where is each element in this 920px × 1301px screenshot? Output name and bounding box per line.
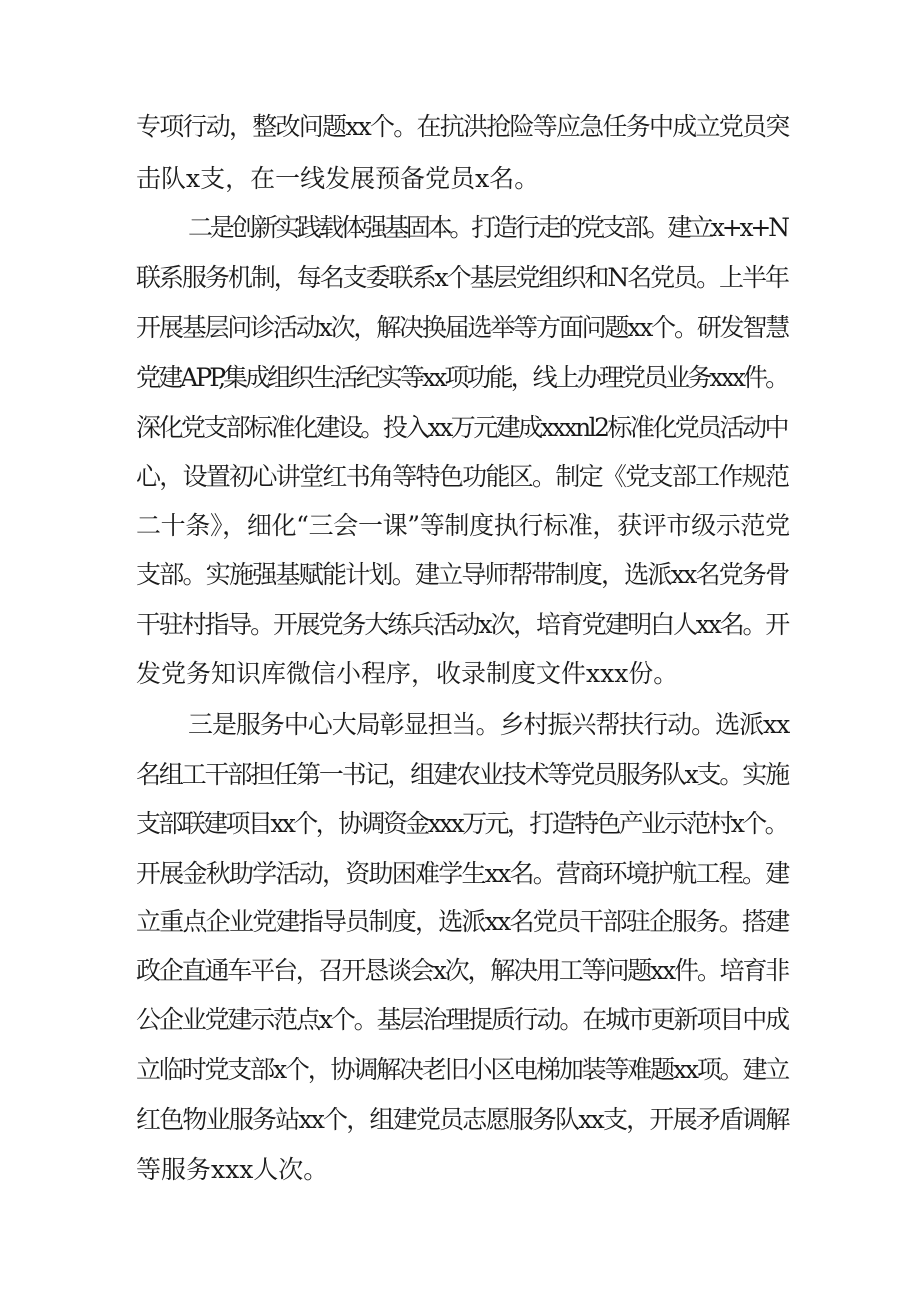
text-line-12: 发党务知识库微信小程序，收录制度文件xxx份。 xyxy=(136,659,679,688)
text-line-13: 三是服务中心大局彰显担当。乡村振兴帮扶行动。选派xx xyxy=(188,710,790,739)
text-line-16: 开展金秋助学活动，资助困难学生xx名。营商环境护航工程。建 xyxy=(136,859,789,888)
text-line-6: 党建APP,集成组织生活纪实等xx项功能，线上办理党员业务xxx件。 xyxy=(136,363,788,392)
text-line-21: 红色物业服务站xx个，组建党员志愿服务队xx支，开展矛盾调解 xyxy=(136,1105,789,1134)
text-line-10: 支部。实施强基赋能计划。建立导师帮带制度，选派xx名党务骨 xyxy=(136,560,789,589)
text-line-18: 政企直通车平台，召开恳谈会x次，解决用工等问题xx件。培育非 xyxy=(136,956,789,985)
text-line-17: 立重点企业党建指导员制度，选派xx名党员干部驻企服务。搭建 xyxy=(136,907,789,936)
text-line-4: 联系服务机制，每名支委联系x个基层党组织和N名党员。上半年 xyxy=(136,263,788,292)
text-line-14: 名组工干部担任第一书记，组建农业技术等党员服务队x支。实施 xyxy=(136,760,788,789)
text-line-15: 支部联建项目xx个，协调资金xxx万元，打造特色产业示范村x个。 xyxy=(136,809,787,838)
text-line-8: 心，设置初心讲堂红书角等特色功能区。制定《党支部工作规范 xyxy=(136,462,789,491)
text-line-19: 公企业党建示范点x个。基层治理提质行动。在城市更新项目中成 xyxy=(136,1005,788,1034)
text-line-9: 二十条》，细化“三会一课”等制度执行标准，获评市级示范党 xyxy=(136,511,790,540)
text-line-5: 开展基层问诊活动x次，解决换届选举等方面问题xx个。研发智慧 xyxy=(136,313,789,342)
text-line-2: 击队x支，在一线发展预备党员x名。 xyxy=(136,164,540,193)
text-line-3: 二是创新实践载体强基固本。打造行走的党支部。建立x+x+N xyxy=(188,213,787,242)
text-line-7: 深化党支部标准化建设。投入xx万元建成xxxnl2标准化党员活动中 xyxy=(136,413,787,442)
text-line-20: 立临时党支部x个，协调解决老旧小区电梯加装等难题xx项。建立 xyxy=(136,1055,789,1084)
text-line-1: 专项行动，整改问题xx个。在抗洪抢险等应急任务中成立党员突 xyxy=(136,112,789,141)
text-line-11: 干驻村指导。开展党务大练兵活动x次，培育党建明白人xx名。开 xyxy=(136,610,789,639)
text-line-22: 等服务xxx人次。 xyxy=(136,1155,329,1184)
